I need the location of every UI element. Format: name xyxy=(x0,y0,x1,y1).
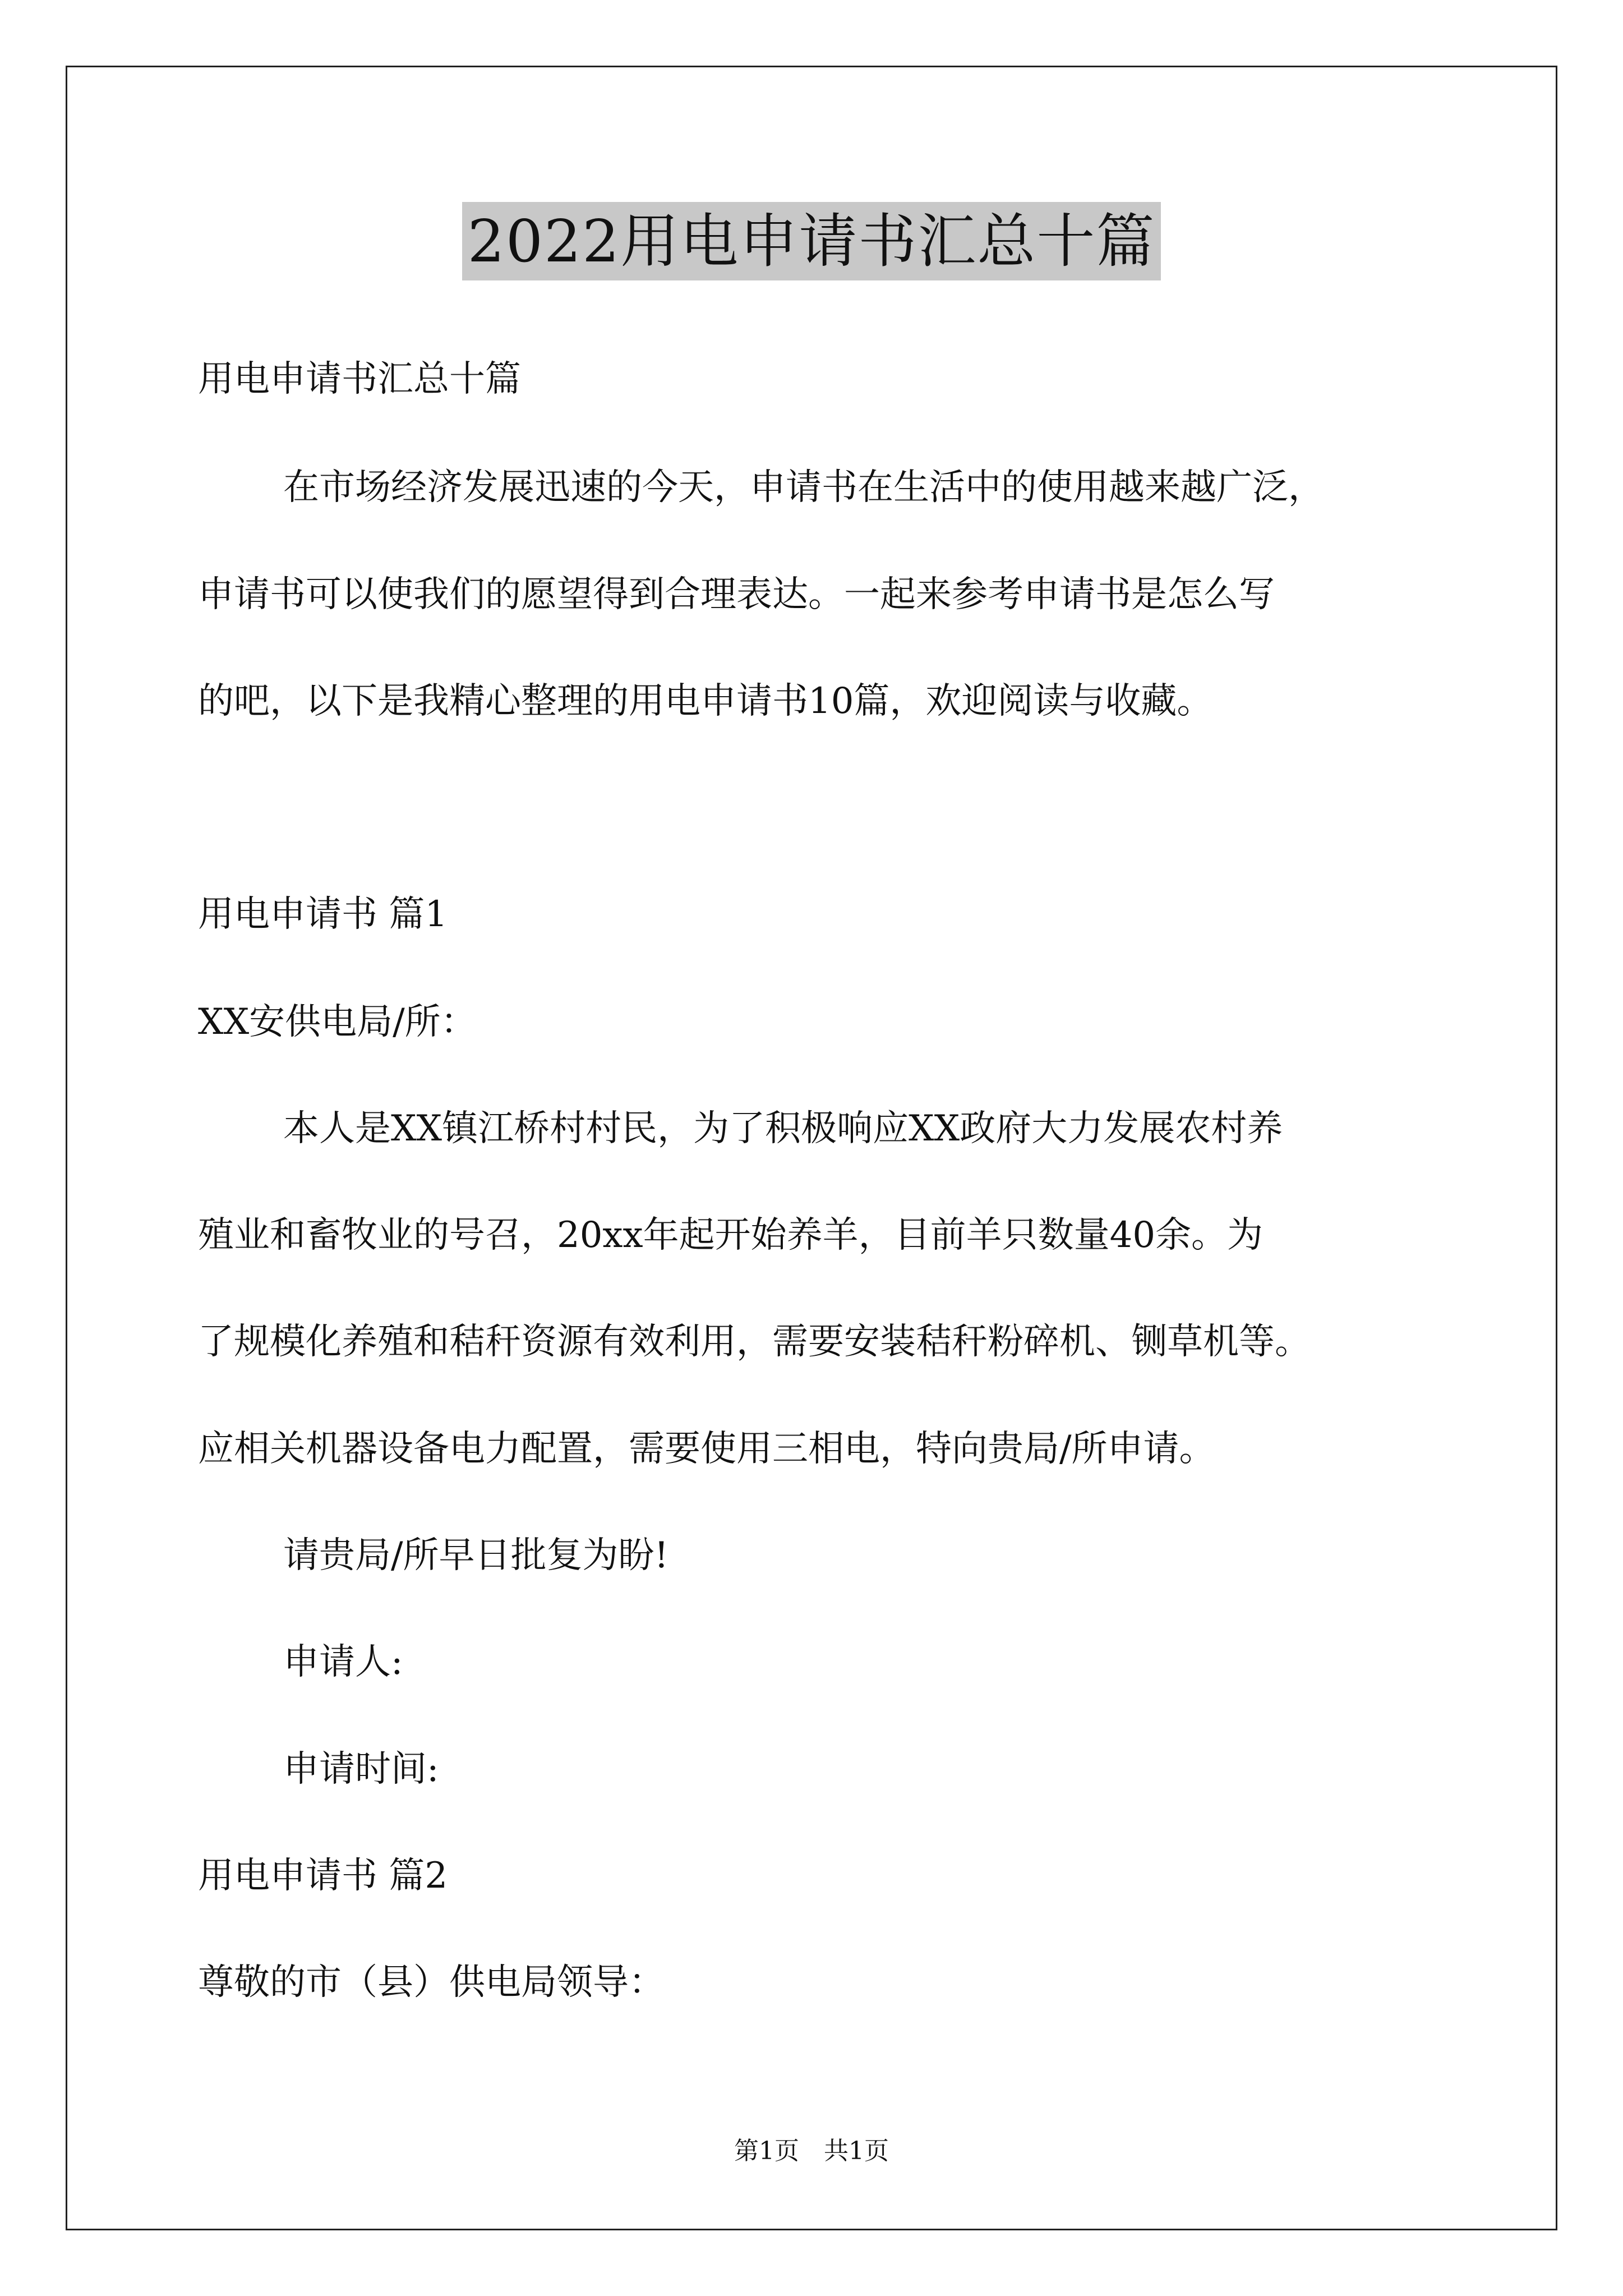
intro-line-3: 的吧，以下是我精心整理的用电申请书10篇，欢迎阅读与收藏。 xyxy=(198,680,1213,722)
section1-salutation: XX安供电局/所： xyxy=(198,1001,477,1043)
section1-date: 申请时间: xyxy=(283,1749,439,1790)
section2-heading: 用电申请书 篇2 xyxy=(198,1855,448,1897)
section1-closing: 请贵局/所早日批复为盼! xyxy=(283,1535,669,1576)
intro-line-1: 在市场经济发展迅速的今天，申请书在生活中的使用越来越广泛， xyxy=(283,467,1324,508)
section1-body-line-2: 殖业和畜牧业的号召，20xx年起开始养羊，目前羊只数量40余。为 xyxy=(198,1214,1264,1256)
document-subtitle: 用电申请书汇总十篇 xyxy=(198,358,521,400)
document-title: 2022用电申请书汇总十篇 xyxy=(462,202,1161,280)
section1-body-line-4: 应相关机器设备电力配置，需要使用三相电，特向贵局/所申请。 xyxy=(198,1428,1215,1470)
section1-heading: 用电申请书 篇1 xyxy=(198,894,448,935)
title-container xyxy=(0,202,1623,280)
section1-applicant: 申请人: xyxy=(283,1641,403,1683)
intro-line-2: 申请书可以使我们的愿望得到合理表达。一起来参考申请书是怎么写 xyxy=(198,574,1275,615)
section1-body-line-3: 了规模化养殖和秸秆资源有效利用，需要安装秸秆粉碎机、铡草机等。 xyxy=(198,1321,1311,1363)
page-footer: 第1页 共1页 xyxy=(734,2137,889,2165)
section2-salutation: 尊敬的市（县）供电局领导： xyxy=(198,1962,665,2003)
section1-body-line-1: 本人是XX镇江桥村村民，为了积极响应XX政府大力发展农村养 xyxy=(283,1108,1283,1149)
